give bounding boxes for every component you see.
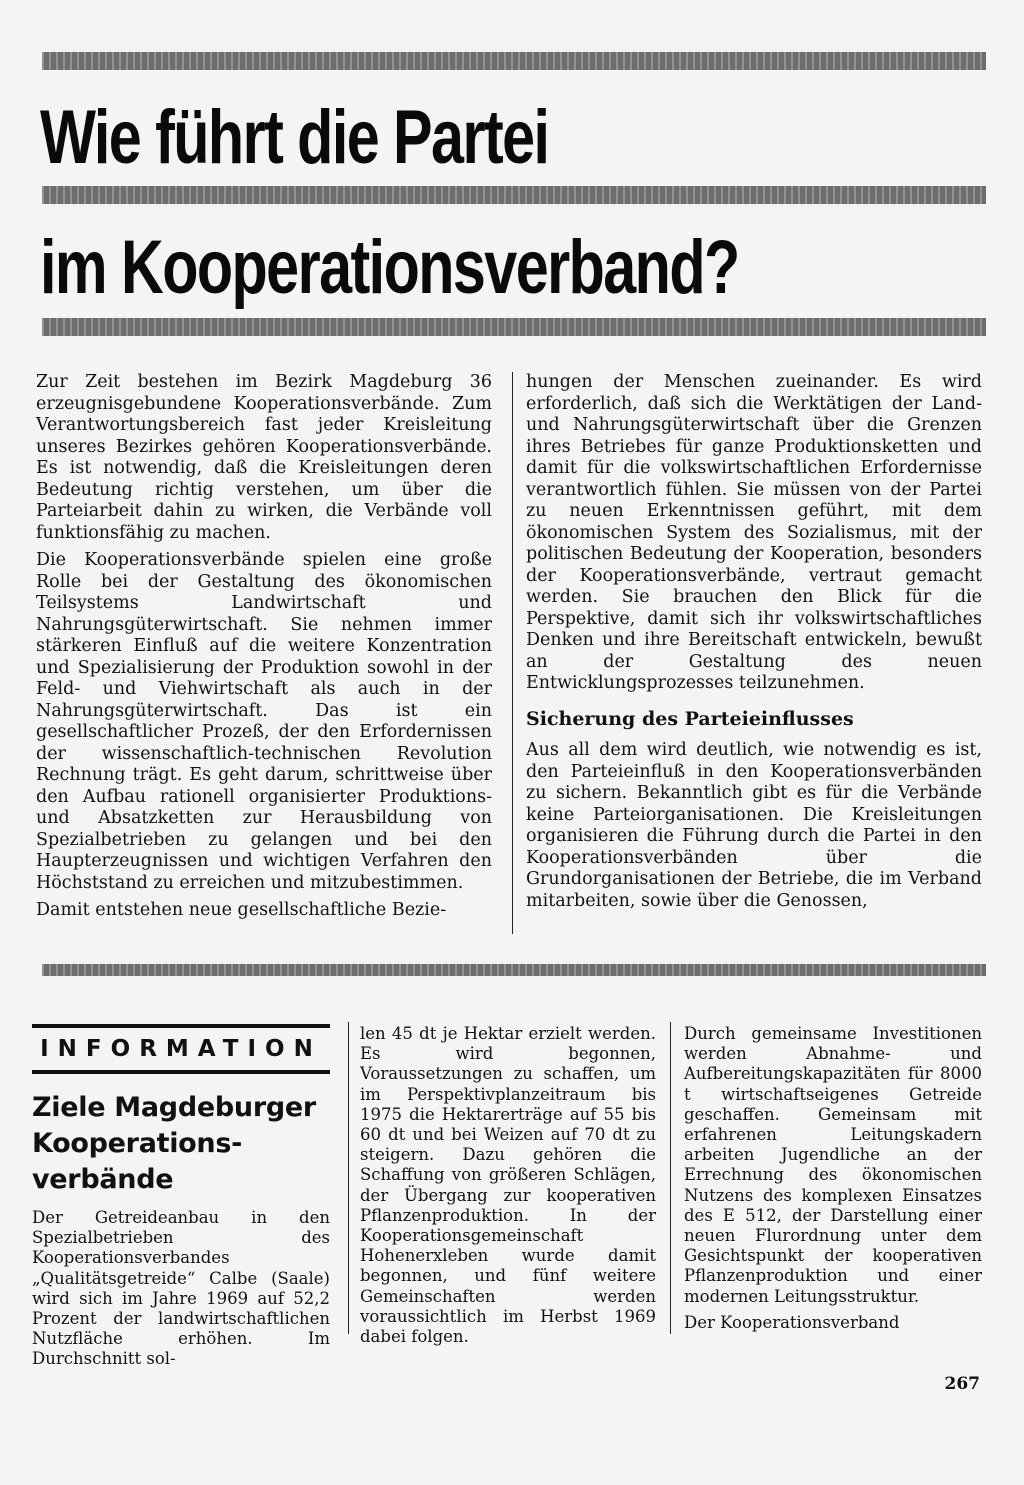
- article-column-1: [36, 372, 492, 922]
- article-column-2: [526, 372, 982, 912]
- page-number: 267: [944, 1374, 980, 1394]
- headline-line-1: Wie führt die Partei: [40, 95, 549, 180]
- article-paragraph: hungen der Menschen zueinander. Es wird erforderlich, daß sich die Werktätigen der Land- und Nahrungsgüterwirtschaft über die Grenzen ihres Betriebes für ganze Produktionsketten und damit für die volkswirtschaftlichen Erfordernisse verantwortlich fühlen. Sie müssen von der Partei zu neuen Erkenntnissen geführt, mit dem ökonomischen System des Sozialismus, mit der politischen Bedeutung der Kooperation, besonders der Kooperationsverbände, vertraut gemacht werden. Sie brauchen den Blick für die Perspektive, damit sich ihr volkswirtschaftliches Denken und ihre Bereitschaft entwickeln, bewußt an der Gestaltung des neuen Entwicklungsprozesses teilzunehmen.: [526, 372, 982, 693]
- info-paragraph: Der Kooperationsverband: [684, 1312, 900, 1332]
- article-paragraph: Damit entstehen neue gesellschaftliche Bezie-: [36, 900, 447, 920]
- rule-bar-top: [42, 52, 986, 70]
- info-column-divider: [348, 1022, 349, 1334]
- headline-line-2: im Kooperationsverband?: [40, 225, 739, 310]
- info-paragraph: Durch gemeinsame Investitionen werden Abnahme- und Aufbereitungskapazitäten für 8000 t wirtschaftseigenes Getreide geschaffen. Gemeinsam mit erfahrenen Leitungskadern arbeiten Jugendliche an der Errechnung des ökonomischen Nutzens des komplexen Einsatzes des E 512, der Darstellung einer neuen Flurordnung unter dem Gesichtspunkt der kooperativen Pflanzenproduktion und einer modernen Leitungsstruktur.: [684, 1024, 982, 1306]
- info-paragraph: Der Getreideanbau in den Spezialbetrieben des Kooperationsverbandes „Qualitätsgetreide“ Calbe (Saale) wird sich im Jahre 1969 auf 52,2 Prozent der landwirtschaftlichen Nutzfläche erhöhen. Im Durchschnitt sol-: [32, 1208, 330, 1369]
- article-paragraph: Aus all dem wird deutlich, wie notwendig es ist, den Parteieinfluß in den Kooperationsverbänden zu sichern. Bekanntlich gibt es für die Verbände keine Parteiorganisationen. Die Kreisleitungen organisieren die Führung durch die Partei in den Kooperationsverbänden über die Grundorganisationen der Betriebe, die im Verband mitarbeiten, sowie über die Genossen,: [526, 740, 982, 911]
- article-paragraph: Die Kooperationsverbände spielen eine große Rolle bei der Gestaltung des ökonomischen Teilsystems Landwirtschaft und Nahrungsgüterwirtschaft. Sie nehmen immer stärkeren Einfluß auf die weitere Konzentration und Spezialisierung der Produktion sowohl in der Feld- und Viehwirtschaft als auch in der Nahrungsgüterwirtschaft. Das ist ein gesellschaftlicher Prozeß, der den Erfordernissen der wissenschaftlich-technischen Revolution Rechnung trägt. Es geht darum, schrittweise über den Aufbau rationell organisierter Produktions- und Absatzketten zur Herausbildung von Spezialbetrieben zu gelangen und bei den Haupterzeugnissen und wichtigen Verfahren den Höchststand zu erreichen und mitzubestimmen.: [36, 550, 492, 893]
- info-title: Ziele Magdeburger Kooperations-verbände: [32, 1092, 316, 1195]
- information-label-box: [32, 1024, 330, 1074]
- info-column-1: [32, 1208, 330, 1370]
- information-label: INFORMATION: [40, 1036, 322, 1062]
- info-column-divider: [670, 1022, 671, 1334]
- rule-bar-bottom: [42, 318, 986, 336]
- info-column-2: [360, 1024, 656, 1347]
- section-separator-bar: [42, 964, 986, 976]
- article-paragraph: Zur Zeit bestehen im Bezirk Magdeburg 36 erzeugnisgebundene Kooperationsverbände. Zum Verantwortungsbereich fast jeder Kreisleitung unseres Bezirkes gehören Kooperationsverbände. Es ist notwendig, daß die Kreisleitungen deren Bedeutung richtig verstehen, um über die Parteiarbeit dahin zu wirken, die Verbände voll funktionsfähig zu machen.: [36, 372, 492, 543]
- section-subheading: Sicherung des Parteieinflusses: [526, 707, 854, 730]
- rule-bar-middle: [42, 186, 986, 204]
- column-divider: [512, 372, 513, 934]
- info-paragraph: len 45 dt je Hektar erzielt werden. Es wird begonnen, Voraussetzungen zu schaffen, um im Perspektivplanzeitraum bis 1975 die Hektarerträge auf 55 bis 60 dt und bei Weizen auf 70 dt zu steigern. Dazu gehören die Schaffung von größeren Schlägen, der Übergang zur kooperativen Pflanzenproduktion. In der Kooperationsgemeinschaft Hohenerxleben wurde damit begonnen, und fünf weitere Gemeinschaften werden voraussichtlich im Herbst 1969 dabei folgen.: [360, 1024, 656, 1347]
- info-column-3: [684, 1024, 982, 1333]
